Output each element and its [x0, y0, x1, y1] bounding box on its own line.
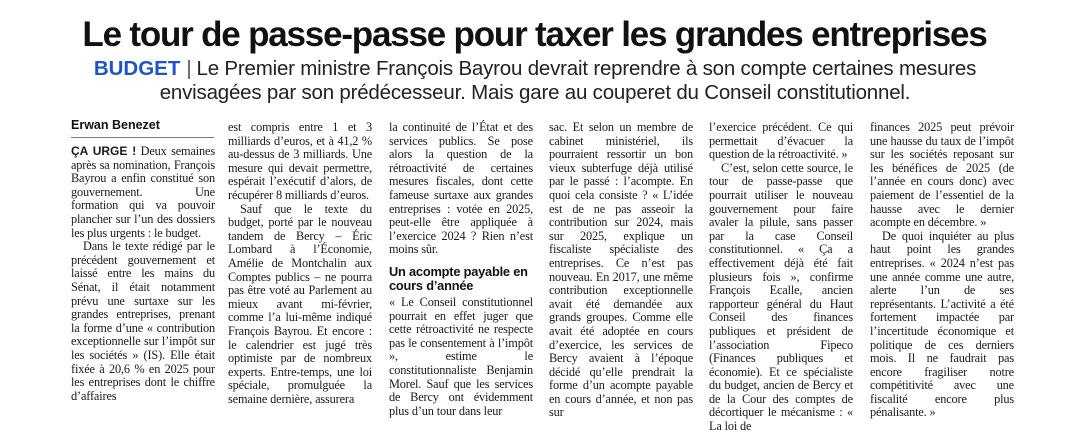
kicker: ÇA URGE !	[71, 144, 137, 158]
headline: Le tour de passe-passe pour taxer les grandes entreprises	[82, 15, 987, 54]
text-column-2	[228, 121, 372, 406]
paragraph: l’exercice précédent. Ce qui permettait d’évacuer la question de la rétroactivité. »	[709, 120, 853, 162]
paragraph: finances 2025 peut prévoir une hausse du taux de l’impôt sur les sociétés reposant sur les bénéfices de 2025 (de l’année en cours donc) avec paiement de l’essentiel de la hausse avec le dernier acompte en décembre. »	[870, 120, 1014, 230]
text-column-3	[389, 121, 533, 418]
paragraph: Sauf que le texte du budget, porté par le nouveau tandem de Bercy – Éric Lombard à l’Économie, Amélie de Montchalin aux Comptes publics – ne pourra pas être voté au Parlement au mieux avant mi-février, comme l’a lui-même indiqué François Bayrou. Et encore : le calendrier est jugé très optimiste par de nombreux experts. Entre-temps, une loi spéciale, promulguée la semaine dernière, assurera	[228, 201, 372, 406]
paragraph: C’est, selon cette source, le tour de passe-passe que pourrait utiliser le nouveau gouvernement pour faire avaler la pilule, sans passer par la case Conseil constitutionnel. « Ça a effectivement déjà été fait plusieurs fois », confirme François Ecalle, ancien rapporteur général du Haut Conseil des finances publiques et président de l’association Fipeco (Finances publiques et économie). Et ce spécialiste du budget, ancien de Bercy et de la Cour des comptes de décortiquer le mécanisme : « La loi de	[709, 160, 853, 434]
paragraph: « Le Conseil constitutionnel pourrait en effet juger que cette rétroactivité ne respecte pas le consentement à l’impôt », estime le constitutionnaliste Benjamin Morel. Sauf que les services de Bercy ont évidemment plus d’un tour dans leur	[389, 294, 533, 418]
paragraph	[71, 145, 215, 240]
standfirst	[70, 57, 1000, 105]
paragraph: sac. Et selon un membre de cabinet ministériel, ils pourraient ressortir un bon vieux subterfuge déjà utilisé par le passé : l’acompte. En quoi cela consiste ? « L’idée est de ne pas asseoir la contribution sur 2024, mais sur 2025, explique un fiscaliste spécialiste des entreprises. Ce n’est pas nouveau. En 2017, une même contribution exceptionnelle avait été demandée aux grands groupes. Comme elle avait été adoptée en cours d’exercice, les services de Bercy avaient à l’époque décidé qu’elle prendrait la forme d’un acompte payable en cours d’année, et non pas sur	[549, 120, 693, 420]
text-column-6	[870, 121, 1014, 420]
text-column-4	[549, 121, 693, 420]
rubric-separator: |	[186, 57, 192, 80]
paragraph-text: Deux semaines après sa nomination, François Bayrou a enfin constitué son gouvernement. Une formation qui va pouvoir plancher sur l’un des dossiers les plus urgents : le budget.	[71, 144, 215, 240]
text-column-1	[71, 145, 215, 403]
paragraph: la continuité de l’État et des services publics. Se pose alors la question de la rétroactivité de certaines mesures fiscales, dont cette fameuse surtaxe aux grandes entreprises : votée en 2025, peut-elle être appliquée à l’exercice 2024 ? Rien n’est moins sûr.	[389, 120, 533, 257]
rubric-label: BUDGET	[93, 57, 181, 80]
byline-divider	[71, 137, 214, 138]
text-column-5	[709, 121, 853, 434]
paragraph: est compris entre 1 et 3 milliards d’euros, et à 41,2 % au-dessus de 3 milliards. Une mesure qui devait permettre, espérait l’exécutif d’alors, de récupérer 8 milliards d’euros.	[228, 120, 372, 202]
subheading: Un acompte payable en cours d’année	[389, 263, 528, 293]
paragraph: De quoi inquiéter au plus haut point les grandes entreprises. « 2024 n’est pas une année comme une autre, alerte l’un de ses représentants. L’activité a été fortement impactée par l’incertitude économique et politique de ces derniers mois. Il ne faudrait pas encore fragiliser notre compétitivité avec une fiscalité encore plus pénalisante. »	[870, 228, 1014, 420]
paragraph: Dans le texte rédigé par le précédent gouvernement et laissé entre les mains du Sénat, il était notamment prévu une surtaxe sur les grandes entreprises, prenant la forme d’une « contribution exceptionnelle sur l’impôt sur les sociétés » (IS). Elle était fixée à 20,6 % en 2025 pour les entreprises dont le chiffre d’affaires	[71, 239, 215, 403]
standfirst-text: Le Premier ministre François Bayrou devrait reprendre à son compte certaines mesures envisagées par son prédécesseur. Mais gare au couperet du Conseil constitutionnel.	[159, 57, 977, 104]
author-byline: Erwan Benezet	[71, 118, 160, 132]
